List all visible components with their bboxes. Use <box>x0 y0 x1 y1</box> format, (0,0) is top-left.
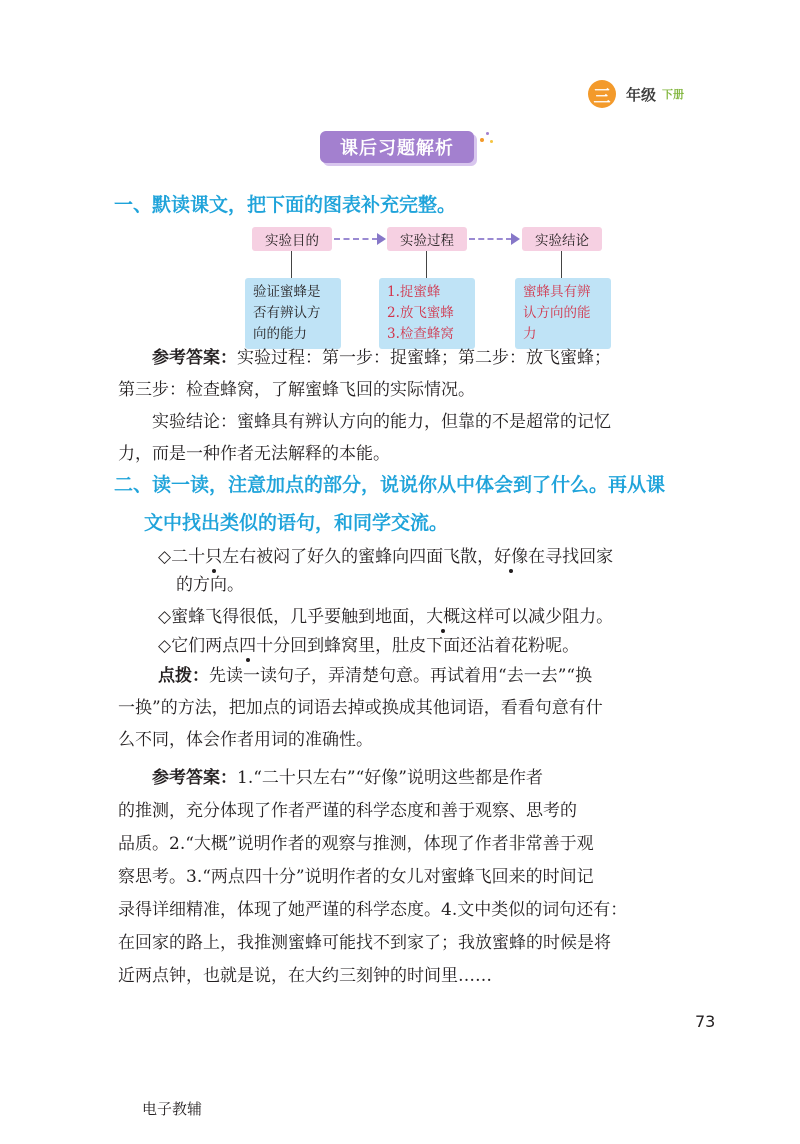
q1-conclusion-line: 实验结论：蜜蜂具有辨认方向的能力，但靠的不是超常的记忆 <box>152 412 611 432</box>
footer-label: 电子教辅 <box>142 1100 203 1118</box>
sentence-2: ◇蜜蜂飞得很低，几乎要触到地面，大概这样可以减少阻力。 <box>158 607 614 627</box>
tip-line: 么不同，体会作者用词的准确性。 <box>118 730 373 750</box>
grade-badge <box>588 80 684 108</box>
purpose-detail: 验证蜜蜂是 否有辨认方 向的能力 <box>245 278 341 349</box>
section-title: 课后习题解析 <box>320 131 474 163</box>
q2-answer-line: 在回家的路上，我推测蜜蜂可能找不到家了；我放蜜蜂的时候是将 <box>118 933 611 953</box>
grade-word: 年级 <box>626 85 657 104</box>
diagram-box-conclusion: 实验结论 <box>522 227 602 251</box>
sentence-3: ◇它们两点四十分回到蜂窝里，肚皮下面还沾着花粉呢。 <box>158 636 580 656</box>
diagram-arrow <box>469 238 512 240</box>
q2-answer-line: 录得详细精准，体现了她严谨的科学态度。4.文中类似的词句还有： <box>118 900 628 920</box>
tip-line: 一换”的方法，把加点的词语去掉或换成其他词语，看看句意有什 <box>118 698 603 718</box>
q2-answer-line: 近两点钟，也就是说，在大约三刻钟的时间里…… <box>118 966 492 986</box>
diagram-box-process: 实验过程 <box>387 227 467 251</box>
question-1-title: 一、默读课文，把下面的图表补充完整。 <box>114 194 457 216</box>
page-number: 73 <box>695 1012 716 1031</box>
arrowhead-icon <box>511 233 520 245</box>
sentence-1-cont: 的方向。 <box>176 575 244 595</box>
q2-answer-line: 品质。2.“大概”说明作者的观察与推测，体现了作者非常善于观 <box>118 834 594 854</box>
question-2-title: 二、读一读，注意加点的部分，说说你从中体会到了什么。再从课 <box>114 474 666 496</box>
arrowhead-icon <box>377 233 386 245</box>
process-detail: 1.捉蜜蜂 2.放飞蜜蜂 3.检查蜂窝 <box>379 278 475 349</box>
connector-line <box>291 251 292 278</box>
connector-line <box>426 251 427 278</box>
connector-line <box>561 251 562 278</box>
diagram-arrow <box>334 238 378 240</box>
grade-sub: 下册 <box>662 88 685 101</box>
q1-answer: 参考答案：实验过程：第一步：捉蜜蜂；第二步：放飞蜜蜂； <box>152 348 611 368</box>
q2-answer: 参考答案：1.“二十只左右”“好像”说明这些都是作者 <box>152 768 543 788</box>
diagram-box-purpose: 实验目的 <box>252 227 332 251</box>
sentence-1: ◇二十只左右被闷了好久的蜜蜂向四面飞散，好像在寻找回家 <box>158 547 614 567</box>
conclusion-detail: 蜜蜂具有辨 认方向的能 力 <box>515 278 611 349</box>
q1-answer-line: 第三步：检查蜂窝，了解蜜蜂飞回的实际情况。 <box>118 380 475 400</box>
q2-answer-line: 的推测，充分体现了作者严谨的科学态度和善于观察、思考的 <box>118 801 577 821</box>
tip: 点拨：先读一读句子，弄清楚句意。再试着用“去一去”“换 <box>158 666 593 686</box>
grade-digit: 三 <box>588 80 616 108</box>
q2-answer-line: 察思考。3.“两点四十分”说明作者的女儿对蜜蜂飞回来的时间记 <box>118 867 594 887</box>
question-2-title-cont: 文中找出类似的语句，和同学交流。 <box>144 512 449 534</box>
q1-conclusion-line: 力，而是一种作者无法解释的本能。 <box>118 444 390 464</box>
